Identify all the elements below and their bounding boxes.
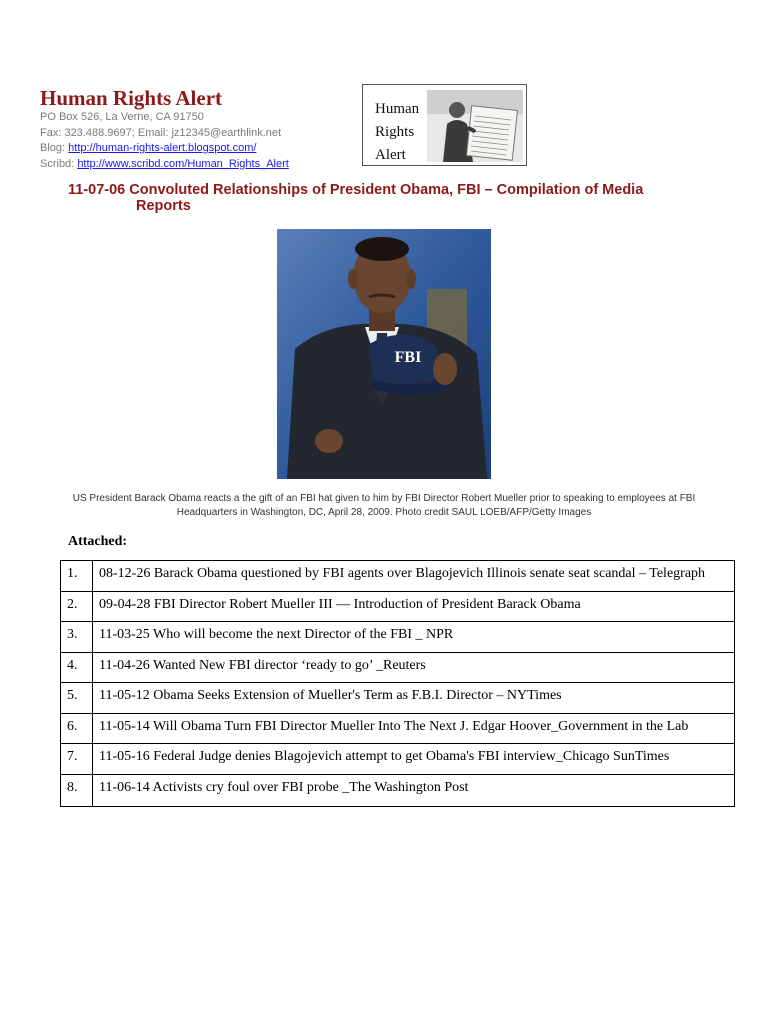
row-title: 11-05-16 Federal Judge denies Blagojevich attempt to get Obama's FBI interview_Chicago SunTimes xyxy=(93,744,735,775)
attached-label: Attached: xyxy=(68,534,128,549)
row-title: 11-06-14 Activists cry foul over FBI probe _The Washington Post xyxy=(93,774,735,806)
obama-fbi-hat-photo xyxy=(277,229,491,479)
title-line-1: 11-07-06 Convoluted Relationships of President Obama, FBI – Compilation of Media xyxy=(68,182,644,198)
logo-line-1: Human xyxy=(375,101,420,117)
row-number: 6. xyxy=(61,713,93,744)
logo-line-3: Alert xyxy=(375,147,406,163)
contact-block xyxy=(40,110,289,172)
row-number: 3. xyxy=(61,622,93,653)
row-number: 2. xyxy=(61,591,93,622)
row-number: 4. xyxy=(61,652,93,683)
scribd-line xyxy=(40,157,289,173)
org-name: Human Rights Alert xyxy=(40,86,223,110)
scribd-label: Scribd: xyxy=(40,157,75,170)
row-title: 09-04-28 FBI Director Robert Mueller III — Introduction of President Barack Obama xyxy=(93,591,735,622)
row-number: 1. xyxy=(61,561,93,592)
table-row xyxy=(61,774,735,806)
row-number: 5. xyxy=(61,683,93,714)
logo-line-2: Rights xyxy=(375,124,415,140)
row-title: 11-05-12 Obama Seeks Extension of Mueller's Term as F.B.I. Director – NYTimes xyxy=(93,683,735,714)
table-row xyxy=(61,591,735,622)
table-row xyxy=(61,744,735,775)
document-title xyxy=(68,182,708,214)
address: PO Box 526, La Verne, CA 91750 xyxy=(40,111,204,123)
logo xyxy=(362,84,527,166)
row-title: 11-05-14 Will Obama Turn FBI Director Mueller Into The Next J. Edgar Hoover_Government in the Lab xyxy=(93,713,735,744)
logo-photo xyxy=(427,90,523,162)
blog-link[interactable]: http://human-rights-alert.blogspot.com/ xyxy=(68,142,257,154)
title-line-2: Reports xyxy=(136,198,191,214)
row-title: 08-12-26 Barack Obama questioned by FBI agents over Blagojevich Illinois senate seat scandal – Telegraph xyxy=(93,561,735,592)
photo-caption: US President Barack Obama reacts a the gift of an FBI hat given to him by FBI Director Robert Mueller prior to speaking to employees at FBI Headquarters in Washington, DC, April 28, 2009. Photo credit SAUL LOEB/AFP/Getty Images xyxy=(72,493,696,518)
table-row xyxy=(61,713,735,744)
table-row xyxy=(61,683,735,714)
logo-text xyxy=(375,98,419,166)
scribd-link[interactable]: http://www.scribd.com/Human_Rights_Alert xyxy=(77,157,289,170)
row-number: 7. xyxy=(61,744,93,775)
table-row xyxy=(61,652,735,683)
table-row xyxy=(61,561,735,592)
blog-line xyxy=(40,141,289,157)
table-row xyxy=(61,622,735,653)
attachments-table xyxy=(60,560,735,807)
hat-fbi-text: FBI xyxy=(394,349,422,366)
row-title: 11-04-26 Wanted New FBI director ‘ready to go’ _Reuters xyxy=(93,652,735,683)
row-number: 8. xyxy=(61,774,93,806)
row-title: 11-03-25 Who will become the next Director of the FBI _ NPR xyxy=(93,622,735,653)
fax-email: Fax: 323.488.9697; Email: jz12345@earthlink.net xyxy=(40,126,282,139)
blog-label: Blog: xyxy=(40,142,66,154)
